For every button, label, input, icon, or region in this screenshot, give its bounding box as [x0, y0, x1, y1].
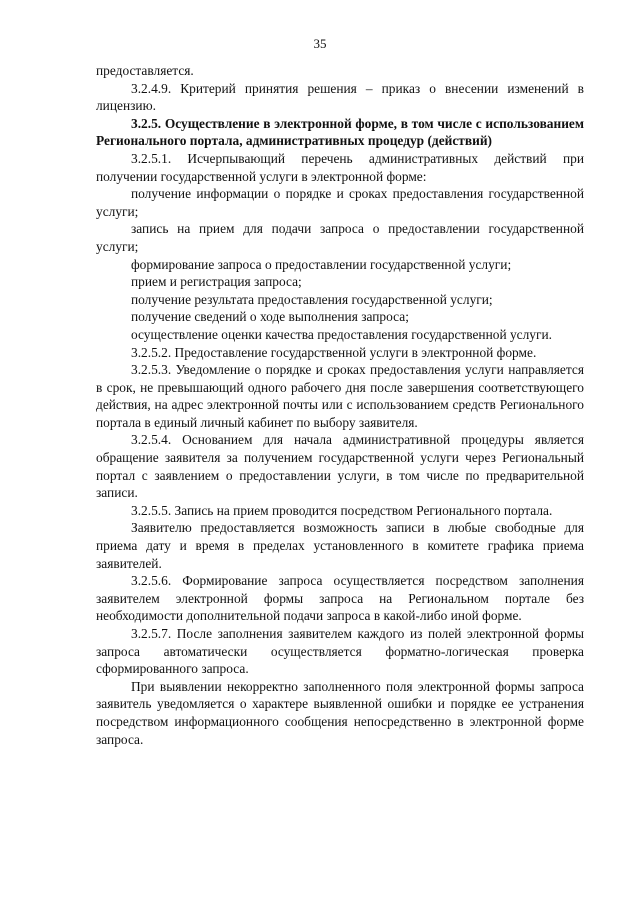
paragraph-15: Заявителю предоставляется возможность записи в любые свободные для приема дату и время в пределах установленного в комитете графика приема заявителей. — [96, 520, 584, 571]
paragraph-16: 3.2.5.6. Формирование запроса осуществляется посредством заполнения заявителем электронной формы запроса на Региональном портале без необходимости дополнительной подачи запроса в какой-либо иной форме. — [96, 573, 584, 624]
list-item: получение результата предоставления государственной услуги; — [131, 291, 493, 307]
paragraph-14: 3.2.5.5. Запись на прием проводится посредством Регионального портала. — [131, 502, 553, 518]
list-item: получение информации о порядке и сроках предоставления государственной услуги; — [96, 186, 584, 219]
list-item: формирование запроса о предоставлении государственной услуги; — [131, 256, 512, 272]
paragraph-18: При выявлении некорректно заполненного поля электронной формы запроса заявитель уведомляется о характере выявленной ошибки и порядке ее устранения посредством информационного сообщения непосредственно в электронной форме запроса. — [96, 678, 584, 747]
document-body — [96, 62, 584, 748]
paragraph-3: 3.2.5.1. Исчерпывающий перечень административных действий при получении государственной услуги в электронной форме: — [96, 150, 584, 184]
paragraph-13: 3.2.5.4. Основанием для начала административной процедуры является обращение заявителя за получением государственной услуги через Региональный портал с заявлением о предоставлении услуги, в том числе по предварительной записи. — [96, 432, 584, 501]
paragraph-0: предоставляется. — [96, 63, 194, 78]
page-number: 35 — [313, 36, 327, 51]
list-item: запись на прием для подачи запроса о предоставлении государственной услуги; — [96, 221, 584, 254]
paragraph-1: 3.2.4.9. Критерий принятия решения – приказ о внесении изменений в лицензию. — [96, 80, 584, 114]
list-item: получение сведений о ходе выполнения запроса; — [131, 309, 409, 325]
section-heading: 3.2.5. Осуществление в электронной форме, в том числе с использованием Регионального портала, административных процедур (действий) — [96, 115, 584, 149]
list-item: осуществление оценки качества предоставления государственной услуги. — [131, 326, 552, 342]
paragraph-11: 3.2.5.2. Предоставление государственной услуги в электронной форме. — [131, 344, 537, 360]
paragraph-17: 3.2.5.7. После заполнения заявителем каждого из полей электронной формы запроса автоматически осуществляется форматно-логическая проверка сформированного запроса. — [96, 626, 584, 677]
paragraph-12: 3.2.5.3. Уведомление о порядке и сроках предоставления услуги направляется в срок, не превышающий одного рабочего дня после завершения соответствующего действия, на адрес электронной почты или с использованием средств Регионального портала в единый личный кабинет по выбору заявителя. — [96, 362, 584, 430]
list-item: прием и регистрация запроса; — [131, 274, 302, 290]
